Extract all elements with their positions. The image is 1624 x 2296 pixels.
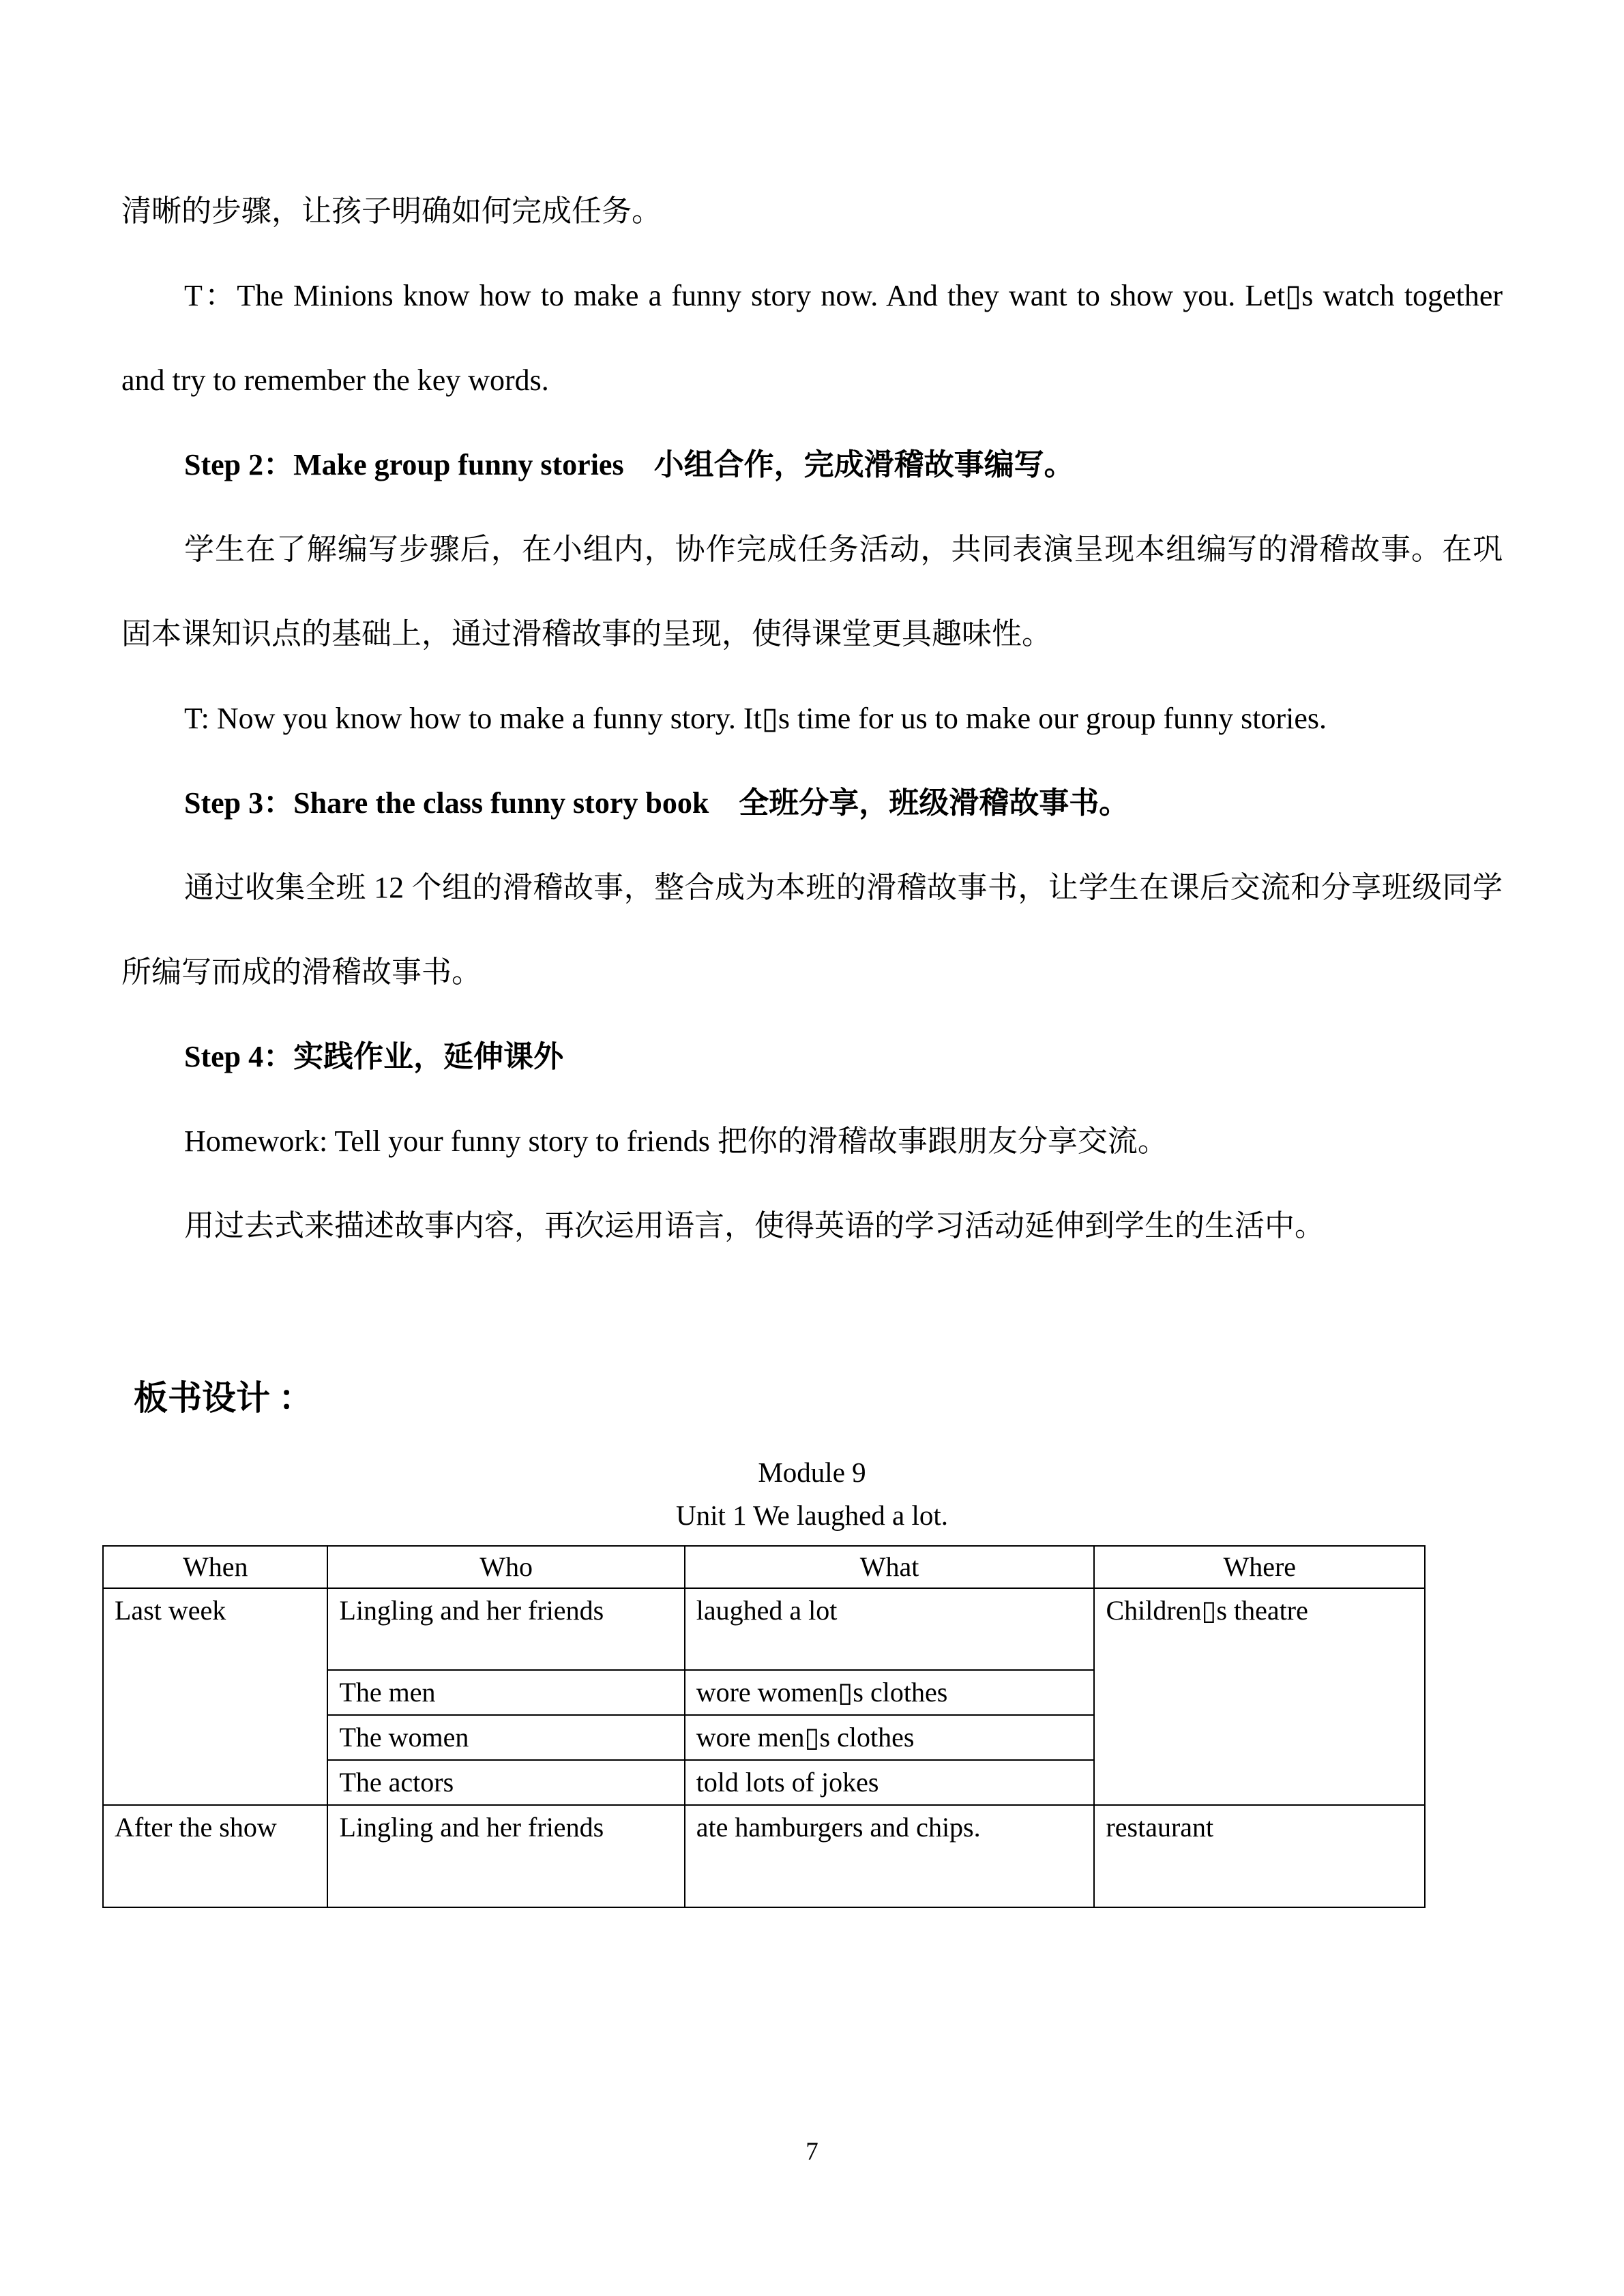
table-header-where: Where [1094,1546,1425,1588]
table-header-who: Who [327,1546,684,1588]
table-row [103,1588,1425,1670]
paragraph-group-work: 学生在了解编写步骤后，在小组内，协作完成任务活动，共同表演呈现本组编写的滑稽故事。在巩固本课知识点的基础上，通过滑稽故事的呈现，使得课堂更具趣味性。 [121,533,1503,651]
cell-what-mens-clothes: wore men▯s clothes [685,1715,1095,1760]
cell-who-lingling: Lingling and her friends [327,1588,684,1670]
board-title-module: Module 9 [758,1457,866,1488]
cell-when-last-week: Last week [103,1588,327,1805]
heading-step-2: Step 2：Make group funny stories 小组合作，完成滑稽故事编写。 [184,448,1074,481]
cell-what-hamburgers: ate hamburgers and chips. [685,1805,1095,1907]
board-table [102,1545,1426,1908]
table-row [103,1805,1425,1907]
cell-who-men: The men [327,1670,684,1715]
table-header-when: When [103,1546,327,1588]
board-design-heading: 板书设计 ： [134,1379,313,1417]
heading-step-3: Step 3：Share the class funny story book 全班分享，班级滑稽故事书。 [184,786,1130,820]
table-header-row [103,1546,1425,1588]
cell-who-women: The women [327,1715,684,1760]
page-number: 7 [806,2138,818,2166]
cell-what-womens-clothes: wore women▯s clothes [685,1670,1095,1715]
paragraph-class-book: 通过收集全班 12 个组的滑稽故事，整合成为本班的滑稽故事书，让学生在课后交流和分享班级同学所编写而成的滑稽故事书。 [121,871,1503,989]
table-header-what: What [685,1546,1095,1588]
paragraph-past-tense: 用过去式来描述故事内容，再次运用语言，使得英语的学习活动延伸到学生的生活中。 [184,1209,1325,1242]
cell-who-lingling-2: Lingling and her friends [327,1805,684,1907]
cell-what-laughed: laughed a lot [685,1588,1095,1670]
board-title-unit: Unit 1 We laughed a lot. [675,1500,949,1531]
heading-step-4: Step 4：实践作业，延伸课外 [184,1040,564,1073]
paragraph-homework: Homework: Tell your funny story to friends 把你的滑稽故事跟朋友分享交流。 [184,1124,1168,1158]
paragraph-t-now: T: Now you know how to make a funny story. It▯s time for us to make our group funny stories. [184,702,1327,735]
paragraph-task-steps: 清晰的步骤，让孩子明确如何完成任务。 [121,194,662,228]
paragraph-t-minions: T：The Minions know how to make a funny story now. And they want to show you. Let▯s watch together and try to remember the key words. [121,279,1503,397]
cell-where-restaurant: restaurant [1094,1805,1425,1907]
cell-what-jokes: told lots of jokes [685,1760,1095,1805]
cell-who-actors: The actors [327,1760,684,1805]
cell-where-theatre: Children▯s theatre [1094,1588,1425,1805]
cell-when-after-show: After the show [103,1805,327,1907]
